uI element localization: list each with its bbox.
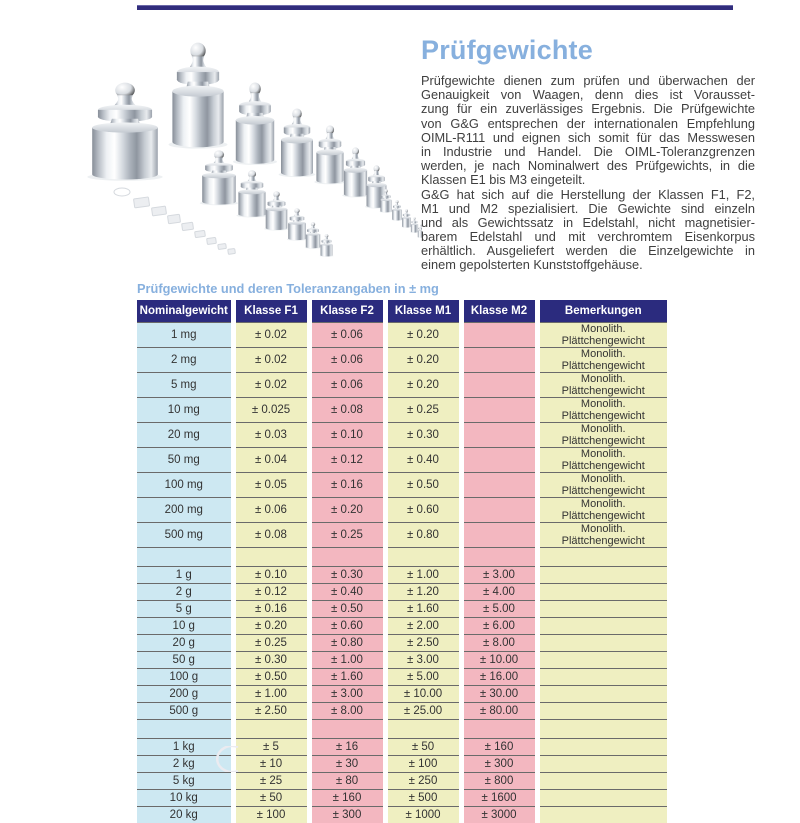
cell-note bbox=[537, 652, 667, 669]
cell-m1: ± 0.50 bbox=[385, 473, 461, 498]
cell-nominal: 1 kg bbox=[137, 739, 233, 756]
column-header: Klasse M2 bbox=[461, 300, 537, 323]
cell-f2: ± 0.08 bbox=[309, 398, 385, 423]
cell-nominal: 50 g bbox=[137, 652, 233, 669]
text-line: in Industrie und Handel. Die OIML-Toleranzgrenzen bbox=[421, 145, 755, 159]
text-line: werden, je nach Nominalwert des Prüfgewichts, in die bbox=[421, 159, 755, 173]
cell-f2: ± 0.06 bbox=[309, 323, 385, 348]
cell-m2 bbox=[461, 498, 537, 523]
text-line: G&G hat sich auf die Herstellung der Klassen F1, F2, bbox=[421, 188, 755, 202]
cell-m2 bbox=[461, 473, 537, 498]
cell-note bbox=[537, 669, 667, 686]
cell-m1: ± 0.20 bbox=[385, 373, 461, 398]
weight-medium bbox=[233, 83, 277, 165]
table-row bbox=[137, 373, 667, 398]
cell-m1: ± 1000 bbox=[385, 807, 461, 823]
cell-nominal: 2 kg bbox=[137, 756, 233, 773]
cell-f2: ± 300 bbox=[309, 807, 385, 823]
cell-note: Monolith. Plättchengewicht bbox=[537, 473, 667, 498]
cell-m2: ± 300 bbox=[461, 756, 537, 773]
cell-f2: ± 3.00 bbox=[309, 686, 385, 703]
cell-nominal: 50 mg bbox=[137, 448, 233, 473]
table-row bbox=[137, 601, 667, 618]
cell-f2: ± 0.16 bbox=[309, 473, 385, 498]
weight-front bbox=[320, 234, 334, 257]
cell-nominal: 20 mg bbox=[137, 423, 233, 448]
cell-note bbox=[537, 601, 667, 618]
table-row bbox=[137, 473, 667, 498]
cell-nominal: 200 mg bbox=[137, 498, 233, 523]
weight-front bbox=[264, 191, 289, 230]
cell-m1: ± 0.80 bbox=[385, 523, 461, 548]
cell-note bbox=[537, 739, 667, 756]
text-line: Klassen E1 bis M3 eingeteilt. bbox=[421, 173, 755, 187]
cell-f1: ± 1.00 bbox=[233, 686, 309, 703]
cell-f1: ± 0.08 bbox=[233, 523, 309, 548]
cell-note: Monolith. Plättchengewicht bbox=[537, 498, 667, 523]
table-row bbox=[137, 635, 667, 652]
cell-note bbox=[537, 567, 667, 584]
weight-front bbox=[236, 170, 267, 217]
cell-m1: ± 1.00 bbox=[385, 567, 461, 584]
cell-nominal: 1 mg bbox=[137, 323, 233, 348]
cell-m2: ± 10.00 bbox=[461, 652, 537, 669]
cell-nominal: 10 mg bbox=[137, 398, 233, 423]
column-header: Klasse F1 bbox=[233, 300, 309, 323]
cell-f1: ± 0.025 bbox=[233, 398, 309, 423]
cell-note bbox=[537, 635, 667, 652]
cell-m1: ± 3.00 bbox=[385, 652, 461, 669]
cell-m1: ± 500 bbox=[385, 790, 461, 807]
cell-note bbox=[537, 703, 667, 720]
cell-f1: ± 5 bbox=[233, 739, 309, 756]
text-line: Prüfgewichte dienen zum prüfen und überwachen der bbox=[421, 74, 755, 88]
cell-m1: ± 100 bbox=[385, 756, 461, 773]
table-row bbox=[137, 567, 667, 584]
weight-medium bbox=[279, 108, 316, 177]
cell-f1: ± 0.05 bbox=[233, 473, 309, 498]
cell-f2: ± 1.00 bbox=[309, 652, 385, 669]
cell-f1: ± 50 bbox=[233, 790, 309, 807]
cell-m2: ± 160 bbox=[461, 739, 537, 756]
cell-f1: ± 0.02 bbox=[233, 348, 309, 373]
weight-large bbox=[87, 83, 162, 181]
cell-f1: ± 2.50 bbox=[233, 703, 309, 720]
cell-nominal: 5 g bbox=[137, 601, 233, 618]
cell-m2: ± 3000 bbox=[461, 807, 537, 823]
cell-f1: ± 10 bbox=[233, 756, 309, 773]
top-divider-rule bbox=[137, 5, 733, 10]
cell-f2: ± 0.06 bbox=[309, 348, 385, 373]
gap-cell bbox=[309, 548, 385, 567]
text-line: von G&G entsprechen der internationalen Empfehlung bbox=[421, 117, 755, 131]
weight-mini bbox=[391, 200, 402, 221]
weight-mini bbox=[410, 217, 418, 233]
cell-f1: ± 0.02 bbox=[233, 373, 309, 398]
cell-note bbox=[537, 807, 667, 823]
cell-note bbox=[537, 584, 667, 601]
intro-paragraph bbox=[421, 74, 755, 188]
weight-tall bbox=[169, 43, 228, 149]
table-row bbox=[137, 686, 667, 703]
cell-f2: ± 30 bbox=[309, 756, 385, 773]
column-header: Klasse M1 bbox=[385, 300, 461, 323]
table-row bbox=[137, 652, 667, 669]
weight-front bbox=[305, 222, 322, 248]
cell-m2: ± 3.00 bbox=[461, 567, 537, 584]
cell-f2: ± 0.30 bbox=[309, 567, 385, 584]
cell-f1: ± 0.12 bbox=[233, 584, 309, 601]
cell-f2: ± 0.80 bbox=[309, 635, 385, 652]
gap-cell bbox=[137, 720, 233, 739]
cell-note: Monolith. Plättchengewicht bbox=[537, 373, 667, 398]
cell-f1: ± 0.04 bbox=[233, 448, 309, 473]
cell-m2: ± 800 bbox=[461, 773, 537, 790]
cell-f2: ± 16 bbox=[309, 739, 385, 756]
cell-f1: ± 0.25 bbox=[233, 635, 309, 652]
text-line: zung für ein zuverlässiges Ergebnis. Die Prüfgewichte bbox=[421, 102, 755, 116]
gap-cell bbox=[537, 548, 667, 567]
table-row bbox=[137, 523, 667, 548]
cell-f2: ± 0.40 bbox=[309, 584, 385, 601]
cell-nominal: 500 g bbox=[137, 703, 233, 720]
cell-m2 bbox=[461, 398, 537, 423]
weight-front bbox=[287, 208, 307, 240]
cell-m2: ± 6.00 bbox=[461, 618, 537, 635]
cell-note bbox=[537, 756, 667, 773]
cell-m1: ± 0.30 bbox=[385, 423, 461, 448]
table-row bbox=[137, 498, 667, 523]
table-row bbox=[137, 773, 667, 790]
detail-paragraph bbox=[421, 188, 755, 273]
cell-m2: ± 16.00 bbox=[461, 669, 537, 686]
weight-front bbox=[200, 150, 239, 205]
cell-f2: ± 0.20 bbox=[309, 498, 385, 523]
cell-f1: ± 0.03 bbox=[233, 423, 309, 448]
text-line: OIML-R111 und eignen sich somit für das Messwesen bbox=[421, 131, 755, 145]
text-line: M1 und M2 spezialisiert. Die Gewichte sind einzeln bbox=[421, 202, 755, 216]
gap-cell bbox=[137, 548, 233, 567]
cell-nominal: 100 g bbox=[137, 669, 233, 686]
cell-m1: ± 0.60 bbox=[385, 498, 461, 523]
cell-note: Monolith. Plättchengewicht bbox=[537, 423, 667, 448]
cell-m1: ± 50 bbox=[385, 739, 461, 756]
cell-m1: ± 25.00 bbox=[385, 703, 461, 720]
cell-f1: ± 0.10 bbox=[233, 567, 309, 584]
test-weights-photo bbox=[62, 30, 422, 280]
text-line: einem gepolsterten Kunststoffgehäuse. bbox=[421, 258, 755, 272]
cell-note bbox=[537, 773, 667, 790]
cell-nominal: 10 kg bbox=[137, 790, 233, 807]
cell-f2: ± 80 bbox=[309, 773, 385, 790]
text-line: erhältlich. Ausgeliefert werden die Einzelgewichte in bbox=[421, 244, 755, 258]
weight-small bbox=[314, 125, 345, 184]
weight-mini bbox=[401, 209, 411, 228]
cell-f1: ± 100 bbox=[233, 807, 309, 823]
cell-f1: ± 0.16 bbox=[233, 601, 309, 618]
cell-nominal: 200 g bbox=[137, 686, 233, 703]
gap-cell bbox=[233, 720, 309, 739]
table-row bbox=[137, 703, 667, 720]
cell-f1: ± 0.06 bbox=[233, 498, 309, 523]
table-row bbox=[137, 423, 667, 448]
cell-m1: ± 250 bbox=[385, 773, 461, 790]
cell-note bbox=[537, 618, 667, 635]
cell-f2: ± 0.06 bbox=[309, 373, 385, 398]
gap-cell bbox=[385, 720, 461, 739]
column-header: Bemerkungen bbox=[537, 300, 667, 323]
cell-m2: ± 30.00 bbox=[461, 686, 537, 703]
cell-m1: ± 0.20 bbox=[385, 323, 461, 348]
cell-nominal: 5 mg bbox=[137, 373, 233, 398]
text-line: Genauigkeit von Waagen, denn dies ist Vorausset- bbox=[421, 88, 755, 102]
cell-f2: ± 0.25 bbox=[309, 523, 385, 548]
gap-cell bbox=[461, 720, 537, 739]
cell-m1: ± 2.00 bbox=[385, 618, 461, 635]
section-gap-row bbox=[137, 548, 667, 567]
cell-note: Monolith. Plättchengewicht bbox=[537, 348, 667, 373]
article bbox=[421, 36, 755, 273]
cell-m2 bbox=[461, 423, 537, 448]
cell-f2: ± 0.50 bbox=[309, 601, 385, 618]
section-gap-row bbox=[137, 720, 667, 739]
cell-m1: ± 0.25 bbox=[385, 398, 461, 423]
text-line: barem Edelstahl und mit verchromtem Eisenkorpus bbox=[421, 230, 755, 244]
gap-cell bbox=[385, 548, 461, 567]
cell-m2 bbox=[461, 348, 537, 373]
cell-m2 bbox=[461, 448, 537, 473]
cell-nominal: 5 kg bbox=[137, 773, 233, 790]
gap-cell bbox=[537, 720, 667, 739]
cell-m1: ± 1.60 bbox=[385, 601, 461, 618]
cell-nominal: 20 g bbox=[137, 635, 233, 652]
cell-m2 bbox=[461, 373, 537, 398]
table-row bbox=[137, 448, 667, 473]
gap-cell bbox=[461, 548, 537, 567]
cell-m2: ± 1600 bbox=[461, 790, 537, 807]
cell-f1: ± 0.50 bbox=[233, 669, 309, 686]
column-header: Klasse F2 bbox=[309, 300, 385, 323]
cell-note: Monolith. Plättchengewicht bbox=[537, 448, 667, 473]
cell-nominal: 10 g bbox=[137, 618, 233, 635]
tolerance-table bbox=[137, 300, 667, 823]
table-row bbox=[137, 348, 667, 373]
cell-f2: ± 0.60 bbox=[309, 618, 385, 635]
cell-nominal: 20 kg bbox=[137, 807, 233, 823]
table-row bbox=[137, 618, 667, 635]
cell-note: Monolith. Plättchengewicht bbox=[537, 398, 667, 423]
page-curl-artifact bbox=[204, 746, 252, 772]
cell-nominal: 1 g bbox=[137, 567, 233, 584]
cell-f1: ± 0.30 bbox=[233, 652, 309, 669]
table-row bbox=[137, 669, 667, 686]
cell-nominal: 500 mg bbox=[137, 523, 233, 548]
cell-note: Monolith. Plättchengewicht bbox=[537, 323, 667, 348]
cell-f2: ± 160 bbox=[309, 790, 385, 807]
table-caption: Prüfgewichte und deren Toleranzangaben in ± mg bbox=[137, 281, 439, 296]
cell-m1: ± 2.50 bbox=[385, 635, 461, 652]
cell-note: Monolith. Plättchengewicht bbox=[537, 523, 667, 548]
cell-m2 bbox=[461, 323, 537, 348]
cell-f2: ± 1.60 bbox=[309, 669, 385, 686]
cell-m2: ± 5.00 bbox=[461, 601, 537, 618]
tolerance-table-wrap bbox=[137, 300, 667, 823]
table-row bbox=[137, 323, 667, 348]
cell-m1: ± 5.00 bbox=[385, 669, 461, 686]
cell-f1: ± 25 bbox=[233, 773, 309, 790]
cell-f2: ± 8.00 bbox=[309, 703, 385, 720]
cell-m1: ± 0.40 bbox=[385, 448, 461, 473]
cell-f1: ± 0.02 bbox=[233, 323, 309, 348]
cell-nominal: 2 mg bbox=[137, 348, 233, 373]
cell-m2: ± 8.00 bbox=[461, 635, 537, 652]
cell-nominal: 100 mg bbox=[137, 473, 233, 498]
column-header: Nominalgewicht bbox=[137, 300, 233, 323]
cell-nominal: 2 g bbox=[137, 584, 233, 601]
table-header-row bbox=[137, 300, 667, 323]
cell-m1: ± 1.20 bbox=[385, 584, 461, 601]
cell-m1: ± 0.20 bbox=[385, 348, 461, 373]
table-row bbox=[137, 584, 667, 601]
table-row bbox=[137, 807, 667, 823]
cell-note bbox=[537, 790, 667, 807]
gap-cell bbox=[309, 720, 385, 739]
cell-f1: ± 0.20 bbox=[233, 618, 309, 635]
table-row bbox=[137, 398, 667, 423]
table-row bbox=[137, 790, 667, 807]
cell-m1: ± 10.00 bbox=[385, 686, 461, 703]
cell-m2 bbox=[461, 523, 537, 548]
text-line: und als Gewichtssatz in Edelstahl, nicht magnetisier- bbox=[421, 216, 755, 230]
cell-f2: ± 0.12 bbox=[309, 448, 385, 473]
page-title: Prüfgewichte bbox=[421, 36, 755, 64]
cell-note bbox=[537, 686, 667, 703]
cell-m2: ± 4.00 bbox=[461, 584, 537, 601]
gap-cell bbox=[233, 548, 309, 567]
weight-small bbox=[342, 147, 369, 197]
cell-m2: ± 80.00 bbox=[461, 703, 537, 720]
cell-f2: ± 0.10 bbox=[309, 423, 385, 448]
